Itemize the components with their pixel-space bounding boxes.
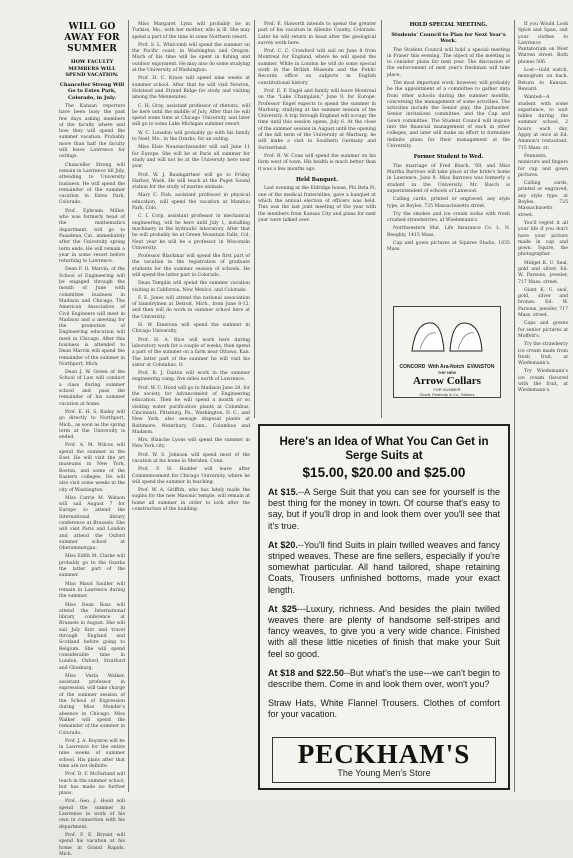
paragraph: W. C. Lonsdon will probably go with his family to Neel, Mo., in the Ozarks, for an outing.: [132, 130, 250, 143]
paragraph: Miss Margaret Lynn will probably be in Turkiss, Mo., with her mother, who is ill. She may spend a part of the time in some Northern resort.: [132, 22, 250, 40]
paragraph: The marriage of Fred Busch, '09, and Miss Martha Barrows will take place at the bride's home in Lawrence, June 9. Miss Barrows was formerly a student in the University. Mr. Busch is superintendent of schools of Lanwood.: [387, 163, 510, 194]
paragraph: Prof. B. J. Dalton will work in the summer engineering camp, five miles north of Lawrence.: [132, 371, 250, 383]
paragraph: Dean J. W. Green of the School of Law will conduct a class during summer school and pass the remainder of his summer vacation at home.: [59, 370, 125, 407]
ad-para-18: At $18 and $22.50--But what's the use---we can't begin to describe them. Come in and look them over, won't you?: [268, 667, 500, 690]
paragraph: Giant K. U. seal, gold, silver and bronze. Ed. W. Parsons, jeweler, 717 Mass. street.: [518, 287, 568, 319]
paragraph: Prof. W. S. Johnson will spend most of the vacation at his home in Meriden, Conn.: [132, 452, 250, 464]
paragraph: Miss Edith M. Clarke will probably go to the Ozarks the latter part of the summer.: [59, 554, 125, 579]
makers: Cluett, Peabody & Co., Makers: [419, 392, 475, 397]
caps-notice: Cap and gown pictures at Squires Studio, 1035 Mass.: [387, 241, 510, 253]
wed-body: [387, 164, 510, 195]
the-new: THE NEW: [437, 370, 457, 375]
paragraph: Professor Blackmar will spend the first part of the vacation in the registration of graduate students for the summer session of schools. He will spend the latter part in Colorado.: [132, 254, 250, 278]
insurance-notice: Northwestern Mut. Life Insurance Co. L. N. Beeghly, 1415 Mass.: [387, 226, 510, 238]
paragraph: Dean Templin will spend the summer vacation visiting in California, New Mexico, and Colorado.: [132, 281, 250, 293]
paragraph: Try Wiedemann's ice cream flavored with the fruit, at Wiedemann's.: [518, 369, 568, 394]
paragraph: The Kansan reporters have been busy the past few days asking members of the faculty where and how they will spend the summer vacation. Probably more than half the faculty will leave Lawrence for outings.: [59, 104, 125, 160]
column-rule: [381, 20, 382, 418]
ad-para-15: At $15.--A Serge Suit that you can see for yourself is the best thing for the money in town. Of course that's easy to say, but if you'll drop in and look them over you'll see that it's true.: [268, 487, 500, 531]
paragraph: Prof. F. E. Bryant will spend his vacation at his home in Grand Rapids, Mich.: [59, 832, 125, 857]
ad-prices: $15.00, $20.00 and $25.00: [302, 465, 466, 480]
paragraph: Lost—Gold watch, monogram on back. Return to Kansan. Reward.: [518, 68, 568, 92]
paragraph: Miss Elsie Neuenschwander will sail June 11 for Europe. She will be at Paris all summer for study and will not be at the University here next year.: [132, 145, 250, 170]
paragraph: Midget K. U. Seal, gold and silver. Ed. W. Parsons, jeweler, 717 Mass. street.: [518, 260, 568, 285]
wed-title: Former Student to Wed.: [413, 154, 484, 161]
arrow-collars-name: Arrow Collars: [413, 375, 481, 387]
held-banquet-body: [258, 186, 376, 224]
headline: WILL GO AWAY FOR SUMMER: [64, 22, 120, 54]
column-rule: [514, 20, 515, 792]
ad-title: Here's an Idea of What You Can Get in Serge Suits at: [279, 435, 489, 462]
ad-para-20: At $20.--You'll find Suits in plain twilled weaves and fancy striped weaves. These are fine sellers, especially if you're somewhat particular. All hand tailored, shape retaining Coats, Trousers unfinished bottoms, made your exact length.: [268, 539, 501, 595]
paragraph: C. I. Corp, assistant professor in mechanical engineering, will be here until July 1, installing machinery in the hydraulic laboratory. After that he will probably be at Green Mountain Falls, Col. Next year he will be a professor in Wisconsin University.: [132, 214, 250, 251]
paragraph: Prof. H. C. Kruse will spend nine weeks at summer school. After that he will visit Newton, Holstead and Strand Ridge for study and visiting among the Mennonites.: [132, 76, 250, 101]
meeting-title: HOLD SPECIAL MEETING.: [409, 22, 488, 28]
ad-para-25: At $25---Luxury, richness. And besides the plain twilled weaves there are plenty of handsome self-stripes and fancy weaves, to give you a very wide chance. Finished with all these little niceties of finish that make your Suit feel so good.: [268, 603, 501, 659]
serge-suits-ad: [258, 424, 510, 790]
column-rule: [254, 20, 255, 418]
paragraph: Prof. Ephraim Miller, who was formerly head of the mathematics department, will go to Pasadena, Cal., immediately after the University spring term ends. He will remain a year in some resort before returning to Lawrence.: [59, 208, 125, 265]
column-3: [258, 22, 376, 437]
paragraph: Miss Vesta Walker, assistant professor in expression, will take charge of the summer session of the School of Expression during Miss Monder's absence in Chicago. Miss Walker will spend the remainder of the summer in Colorado.: [59, 673, 125, 736]
paragraph: Prof. C. C. Crawford will sail on June 8 from Montreal for England, where he will spend the summer. While in London he will do some special work in the British Museum and the Public Records office on subjects in English constitutional history.: [258, 49, 376, 86]
paragraph: Pennants, manicure and fingers for cap and gown pictures.: [518, 153, 568, 178]
paragraph: Prof. R. W. Cone will spend the summer on his farm west of town. His health is much better than it was a few months ago.: [258, 153, 376, 172]
store-name: PECKHAM'S: [297, 739, 471, 769]
paragraph: You'll regret it all your life if you don't have your picture made in cap and gown. Squire, the photographer.: [518, 220, 568, 258]
paragraph: Prof. W. C. Hood will go to Madison June 28, for the society for Advancement of Engineering education. Then he will spend a month or so visiting water purification plants at Columbus, Cincinnati, Pittsburg, Pa., Washington, D. C., and New York, also sewage disposal plants at Baltimore, Waterbury, Conn., Columbus and Madison.: [132, 385, 250, 435]
paragraph: Miss Dean Ross will attend the International library conference at Brussels in August. She will sail July first and travel through England and Scotland before going to Belgium. She will spend considerable time in London, Oxford, Stratford and Glissburg.: [59, 602, 125, 671]
arrow-collars-ad: [393, 306, 501, 398]
paragraph: Caps and gowns for senior pictures at Moffett's.: [518, 321, 568, 339]
calling-cards-notice: Calling cards, printed or engraved, any style type, at Boyles, 725 Massachusetts street.: [387, 197, 510, 209]
paragraph: F. E. Jones will attend the national association of laundrymen at Detroit, Mich., from June 8-12, and then will do work in summer school here at the University.: [132, 295, 250, 320]
held-banquet-title: Held Banquet.: [295, 176, 339, 183]
paragraph: H. W. Emerson will spend the summer in Chicago University.: [132, 323, 250, 335]
collar-illustration: [402, 311, 492, 361]
paragraph: The most important work, however, will probably be the appointment of a committee to gather data from other schools during the summer months, concerning the management of some activities. The activities include the Senior play, the Jayhawker, Senior invitations committee, and the Cap and Gown committee. The Student Council will inquire into the financial management of each in other colleges, and later will make an effort to formulate definite plans for their management at the University.: [387, 80, 510, 149]
collar-styles: CONCORD With Ara-Notch EVANSTON: [399, 364, 495, 370]
column-1: [59, 22, 125, 857]
paragraph: Chancellor Strong will remain in Lawrence till July, attending to University business. He will spend the remainder of the summer vacation in Estes Park, Colorado.: [59, 162, 125, 206]
article-body: [132, 22, 250, 513]
strawberries-notice: Try the smokes and ice cream sodas with fresh crushed strawberries, at Wiedemann's.: [387, 211, 510, 224]
paragraph: Prof. F. H. Hodder will leave after Commencement for Chicago University, where he will spend the summer in teaching.: [132, 467, 250, 485]
column-rule: [128, 20, 129, 792]
paragraph: Prof. W. J. Baumgartner will go to Friday Harbor, Wash. He will teach at the Puget Sound station for the study of marine animals.: [132, 172, 250, 191]
paragraph: Prof. S. L. Whitcomb will spend the summer on the Pacific coast, in Washington and Oregon. Much of his time will be spent in fishing and outdoor enjoyment. He may also do some studying at the University of Washington.: [132, 42, 250, 74]
paragraph: The Student Council will hold a special meeting in Fraser this evening. The object of the meeting is to consider plans for next year. The discussion of the enforcement of next year's freshman will take place.: [387, 47, 510, 78]
paragraph: Prof. E. H. S. Bailey will go directly to Northport, Mich., as soon as the spring term at the University is ended.: [59, 409, 125, 441]
subheadline: HOW FACULTY MEMBERS WILL SPEND VACATION.: [65, 59, 119, 78]
column-2: [132, 22, 250, 792]
classifieds: [518, 22, 568, 395]
paragraph: Prof. A. M. Wilcox will spend the summer in the East. He will visit the art museums in New York, Boston, and some of the Eastern colleges. He will also visit some weeks in the city of Washington.: [59, 443, 125, 493]
paragraph: Wanted—A student with some experience, to wait tables during the summer school, 2 hours each day. Apply at once at Ed. Ammon's restaurant, 715 Mass. st.: [518, 95, 568, 151]
store-logo-box: [272, 737, 496, 783]
paragraph: Prof. W. A. Griffith, who has lately made the sugins for the new Masonic temple, will remain at home all summer in order to look after the construction of the building.: [132, 488, 250, 513]
meeting-body: [387, 48, 510, 151]
paragraph: Miss Carrie M. Watson will sail August 7 for Europe to attend the International library conference at Brussels. She will visit Paris and London and attend the Oxford summer school at Oberammergau.: [59, 495, 125, 552]
for-summer: FOR SUMMER: [433, 387, 461, 392]
paragraph: Prof. J. A. Boynton will be in Lawrence for the entire nine weeks of summer school. His plans after that time are not definite.: [59, 738, 125, 769]
paragraph: Prof. Geo. J. Hood will spend the summer in Lawrence in work of his own in connection with his department.: [59, 799, 125, 830]
ad-para-hats: Straw Hats, White Flannel Trousers. Clothes of comfort for your vacation.: [268, 698, 500, 720]
paragraph: Prof. E. Haworth intends to spend the greater part of his vacation in Allenite County, Colorado. Later he will return to head after the geological survey work here.: [258, 22, 376, 46]
paragraph: Prof. D. F. McFarland will teach in the summer school, but has made no further plans.: [59, 772, 125, 797]
meeting-subtitle: Students' Council to Plan for Next Year's Work.: [391, 31, 506, 44]
paragraph: Mary C. Fish, assistant professor in physical education, will spend the vacation at Manitou Park, Colo.: [132, 193, 250, 212]
article-body: [258, 22, 376, 173]
article-body: [59, 104, 125, 858]
paragraph: Miss Maud Saulter will remain in Lawrence during the summer.: [59, 581, 125, 600]
paragraph: Last evening at the Eldridge house, Phi Beta Pi, one of the medical fraternities, gave a banquet at which the annual election of officers was held. This was the last joint meeting of the year with the members from Kansas City and plans for next year were talked over.: [258, 186, 376, 223]
subheadline-2: Chancellor Strong Will Go to Estes Park, Colorado, in July.: [59, 81, 125, 101]
paragraph: C. H. Gray, assistant professor of rhetoric, will be here until the middle of July. After that he will spend some time at Chicago University and later will go to some Lake Michigan summer resort.: [132, 103, 250, 128]
paragraph: Calling cards, printed or engraved, any style type, at Boyles, 725 Massachusetts street.: [518, 181, 568, 218]
column-5: [518, 22, 568, 792]
paragraph: Dean F. O. Marvin, of the School of Engineering will be engaged through the month of June with committee business in Madison and Chicago. The American Association of Civil Engineers will meet in Madison and a meeting for the promotion of Engineering education will meet in Chicago. After this business is attended to Dean Marvin will spend the remainder of the summer in Northport, Mich.: [59, 267, 125, 367]
paragraph: Try the strawberry ice cream made from fresh fruit, at Wiedemann's.: [518, 342, 569, 367]
paragraph: Prof. H. A. Rice will work here during laboratory work for a couple of weeks, then spend a part of the summer on a farm near Ottawa, Kan. The latter part of the summer he will visit his sister at Columbus, O.: [132, 337, 250, 368]
paragraph: If you Would Look Spick and Span, suit your clothes to Lawrence Pantatorium on West Warren street. Both phones 506.: [518, 22, 568, 65]
paragraph: Prof. E. F. Engel and family will leave Montreal on the "Lake Champlain," June 9, for Europe. Professor Engel expects to spend the summer in Marburg, studying at the summer session of the University. A trip through England will occupy the time until this session opens, July 6. At the close of the summer session in August until the opening of the fall term of the University at Marburg, he will make a visit in Southern Germany and Switzerland.: [258, 88, 376, 151]
store-tagline: The Young Men's Store: [337, 768, 431, 778]
paragraph: Mrs. Blanche Lyons will spend the summer in New York city.: [132, 438, 250, 450]
